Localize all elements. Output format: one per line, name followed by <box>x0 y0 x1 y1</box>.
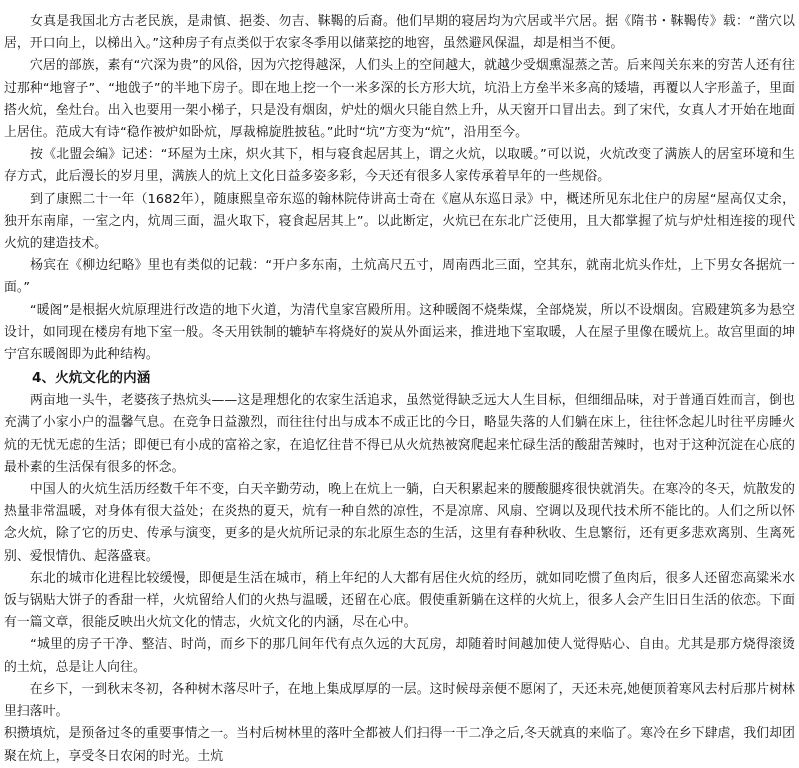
paragraph-beimeng-huibian: 按《北盟会编》记述：“环屋为土床，炽火其下，相与寝食起居其上，谓之火炕，以取暖。”可以说，火炕改变了满族人的居室环境和生存方式，此后漫长的岁月里，满族人的炕上文化日益多姿多彩，今天还有很多人家传承着早年的一些规俗。 <box>4 147 795 185</box>
paragraph-autumn-leaves: 在乡下，一到秋末冬初，各种树木落尽叶子，在地上集成厚厚的一层。这时候母亲便不愿闲了，天还未亮,她便顶着寒风去村后那片树林里扫落叶。 <box>4 681 795 720</box>
section-heading: 4、火炕文化的内涵 <box>32 370 151 387</box>
paragraph-winter-prep: 积攒填炕，是预备过冬的重要事情之一。当村后树林里的落叶全都被人们扫得一干二净之后,冬天就真的来临了。寒冷在乡下肆虐，我们却团聚在炕上，享受冬日农闲的时光。土炕 <box>4 726 795 764</box>
article <box>4 11 795 768</box>
paragraph-kangxi-tour: 到了康熙二十一年（1682年），随康熙皇帝东巡的翰林院侍讲高士奇在《扈从东巡日录》中，概述所见东北住户的房屋“屋高仅丈余，独开东南扉，一室之内，炕周三面，温火取下，寝食起居其上”。以此断定，火炕已在东北广泛使用，且大都掌握了炕与炉灶相连接的现代火炕的建造技术。 <box>4 191 795 252</box>
paragraph-urbanization: 东北的城市化进程比较缓慢，即便是生活在城市，稍上年纪的人大都有居住火炕的经历，就如同吃惯了鱼肉后，很多人还留恋高粱米水饭与锅贴大饼子的香甜一样，火炕留给人们的火热与温暖，还留在心底。假使重新躺在这样的火炕上，很多人会产生旧日生活的依恋。下面有一篇文章，很能反映出火炕文化的情志，火炕文化的内涵，尽在心中。 <box>4 570 795 631</box>
paragraph-kang-life: 中国人的火炕生活历经数千年不变，白天辛勤劳动，晚上在炕上一躺，白天积累起来的腰酸腿疼很快就消失。在寒冷的冬天，炕散发的热量非常温暖，对身体有很大益处；在炎热的夏天，炕有一种自然的凉性，不是凉席、风扇、空调以及现代技术所不能比的。人们之所以怀念火炕，除了它的历史、传承与演变，更多的是火炕所记录的东北原生态的生活，这里有春种秋收、生息繁衍，还有更多悲欢离别、生离死别、爱恨情仇、起落盛衰。 <box>4 482 795 564</box>
paragraph-jurchen-origins: 女真是我国北方古老民族，是肃慎、挹娄、勿吉、靺鞨的后裔。他们早期的寝居均为穴居或半穴居。据《隋书・靺鞨传》载：“凿穴以居，开口向上，以梯出入。”这种房子有点类似于农家冬季用以储菜挖的地窖，虽然避风保温，却是相当不便。 <box>4 14 795 52</box>
paragraph-village-house: “城里的房子干净、整洁、时尚，而乡下的那几间年代有点久远的大瓦房，却随着时间越加使人觉得贴心、自由。尤其是那方烧得滚烫的土炕，总是让人向往。 <box>4 637 795 675</box>
paragraph-nuange: “暖阁”是根据火炕原理进行改造的地下火道，为清代皇家宫殿所用。这种暖阁不烧柴煤，全部烧炭，所以不设烟囱。宫殿建筑多为悬空设计，如同现在楼房有地下室一般。冬天用铁制的辘轳车将烧好的炭从外面运来，推进地下室取暖，人在屋子里像在暖炕上。故宫里面的坤宁宫东暖阁即为此种结构。 <box>4 302 795 363</box>
paragraph-yang-bin: 杨宾在《柳边纪略》里也有类似的记载：“开户多东南，土炕高尺五寸，周南西北三面，空其东，就南北炕头作灶，上下男女各据炕一面。” <box>4 258 795 296</box>
paragraph-pit-dwellings: 穴居的部族，素有“穴深为贵”的风俗，因为穴挖得越深，人们头上的空间越大，就越少受烟熏湿蒸之苦。后来闯关东来的穷苦人还有往过那种“地窨子”、“地戗子”的半地下房子。即在地上挖一个一米多深的长方形大坑，坑沿上方垒半米多高的矮墙，再覆以人字形盖子，里面搭火炕，垒灶台。出入也要用一架小梯子，只是没有烟囱，炉灶的烟火只能自然上升，从天窗开口冒出去。到了宋代，女真人才开始在地面上居住。范成大有诗“稳作被炉如卧炕，厚裁棉旋胜披毡。”此时“坑”方变为“炕”，沿用至今。 <box>4 58 795 141</box>
paragraph-ideal-life: 两亩地一头牛，老婆孩子热炕头——这是理想化的农家生活追求，虽然觉得缺乏远大人生目标，但细细品味，对于普通百姓而言，倒也充满了小家小户的温馨气息。在竞争日益激烈，而往往付出与成本不成正比的今日，略显失落的人们躺在床上，往往怀念起儿时往平房睡火炕的无忧无虑的生活；即便已有小成的富裕之家，在追忆往昔不得已从火炕热被窝爬起来忙碌生活的酸甜苦辣时，也对于这种沉淀在心底的最朴素的生活保有很多的怀念。 <box>4 393 795 475</box>
